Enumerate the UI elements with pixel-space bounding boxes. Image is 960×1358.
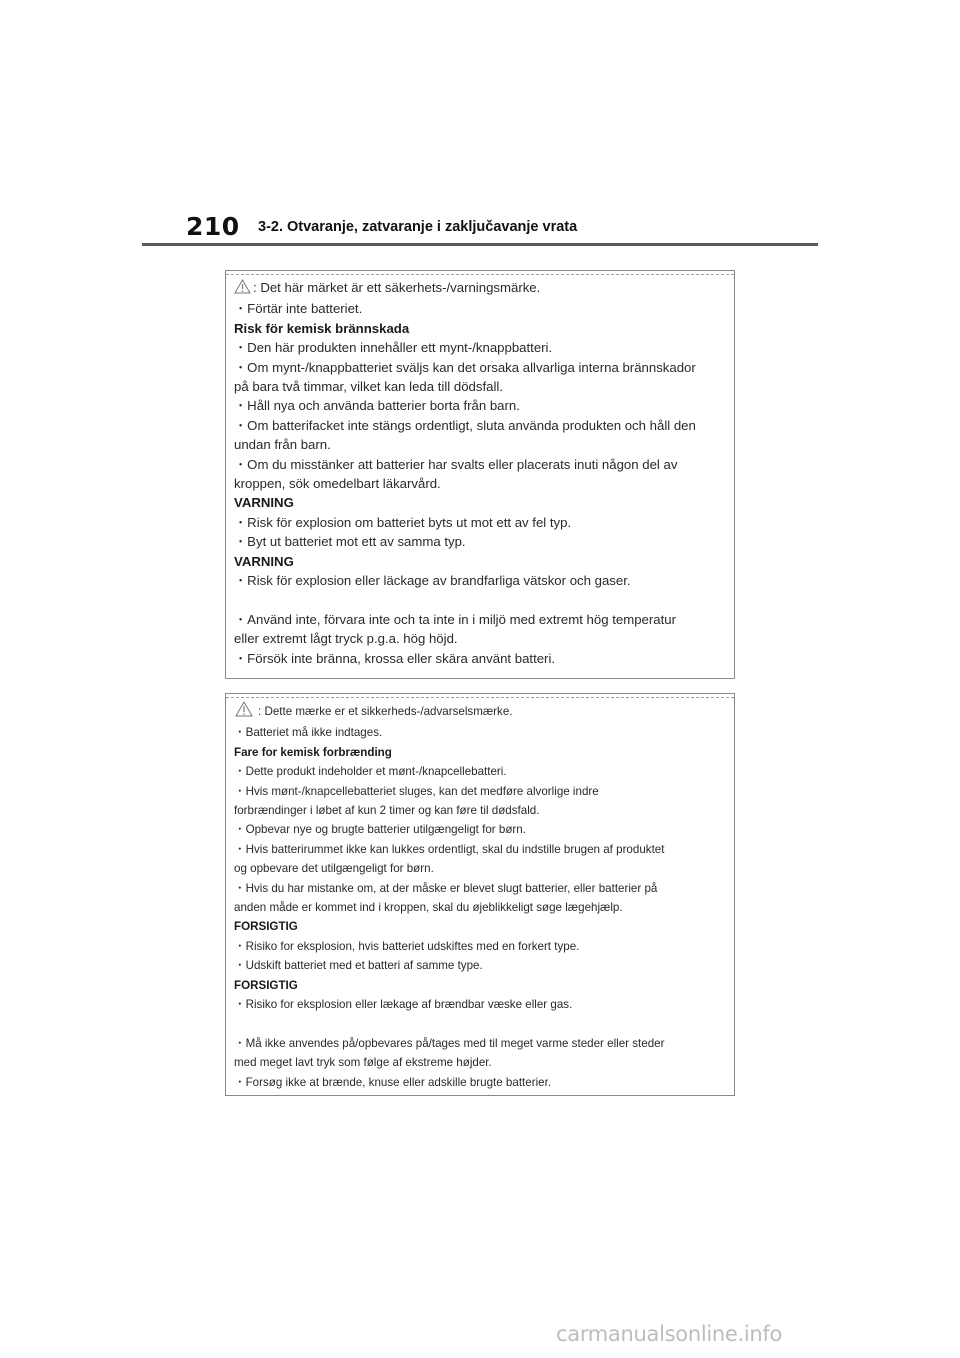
section-heading: VARNING <box>234 495 294 511</box>
text-line: ・Om du misstänker att batterier har svalts eller placerats inuti någon del av <box>234 456 678 472</box>
text-line: eller extremt lågt tryck p.g.a. hög höjd. <box>234 631 458 647</box>
section-title: 3-2. Otvaranje, zatvaranje i zaključavanje vrata <box>258 219 578 235</box>
warning-triangle-icon <box>234 279 251 299</box>
warning-intro-text: : Det här märket är ett säkerhets-/varningsmärke. <box>253 280 541 295</box>
text-line: og opbevare det utilgængeligt for børn. <box>234 862 434 876</box>
text-line: ・Risiko for eksplosion eller lækage af brændbar væske eller gas. <box>234 998 573 1012</box>
text-line: ・Håll nya och använda batterier borta från barn. <box>234 398 520 414</box>
text-line: ・Risiko for eksplosion, hvis batteriet udskiftes med en forkert type. <box>234 939 580 953</box>
page-number: 210 <box>186 212 240 241</box>
warning-intro <box>234 278 734 299</box>
warning-intro-text: : Dette mærke er et sikkerheds-/advarselsmærke. <box>258 705 513 718</box>
text-line: ・Risk för explosion om batteriet byts ut mot ett av fel typ. <box>234 514 572 530</box>
text-line: ・Om batterifacket inte stängs ordentligt, sluta använda produkten och håll den <box>234 417 696 433</box>
text-line: med meget lavt tryk som følge af ekstreme højder. <box>234 1056 492 1070</box>
section-heading: VARNING <box>234 553 294 569</box>
section-heading: FORSIGTIG <box>234 920 298 934</box>
text-line: undan från barn. <box>234 437 331 453</box>
spacer <box>234 591 734 610</box>
text-line: ・Försök inte bränna, krossa eller skära använt batteri. <box>234 650 556 666</box>
text-line: ・Den här produkten innehåller ett mynt-/knappbatteri. <box>234 340 553 356</box>
text-line: på bara två timmar, vilket kan leda till dödsfall. <box>234 379 504 395</box>
warning-box-swedish <box>225 270 735 679</box>
page-header <box>0 0 960 250</box>
section-heading: Risk för kemisk brännskada <box>234 320 410 336</box>
text-line: forbrændinger i løbet af kun 2 timer og kan føre til dødsfald. <box>234 804 540 818</box>
text-line: ・Om mynt-/knappbatteriet sväljs kan det orsaka allvarliga interna brännskador <box>234 359 696 375</box>
header-rule <box>142 243 818 246</box>
warning-box-danish <box>225 693 735 1096</box>
text-line: ・Hvis du har mistanke om, at der måske er blevet slugt batterier, eller batterier på <box>234 881 658 895</box>
text-line: ・Forsøg ikke at brænde, knuse eller adskille brugte batterier. <box>234 1075 552 1089</box>
warning-triangle-icon <box>234 701 256 723</box>
text-line: ・Batteriet må ikke indtages. <box>234 726 383 740</box>
warning-lines <box>234 299 734 668</box>
warning-intro <box>234 701 734 723</box>
text-line: anden måde er kommet ind i kroppen, skal du øjeblikkeligt søge lægehjælp. <box>234 901 623 915</box>
text-line: ・Hvis batterirummet ikke kan lukkes ordentligt, skal du indstille brugen af produktet <box>234 842 665 856</box>
text-line: ・Förtär inte batteriet. <box>234 301 363 317</box>
text-line: ・Udskift batteriet med et batteri af samme type. <box>234 959 483 973</box>
watermark: carmanualsonline.info <box>556 1322 783 1346</box>
text-line: ・Använd inte, förvara inte och ta inte in i miljö med extremt hög temperatur <box>234 611 676 627</box>
text-line: ・Hvis mønt-/knapcellebatteriet sluges, kan det medføre alvorlige indre <box>234 784 599 798</box>
text-line: ・Dette produkt indeholder et mønt-/knapcellebatteri. <box>234 765 507 779</box>
text-line: ・Risk för explosion eller läckage av brandfarliga vätskor och gaser. <box>234 573 631 589</box>
text-line: ・Byt ut batteriet mot ett av samma typ. <box>234 534 466 550</box>
section-heading: Fare for kemisk forbrænding <box>234 745 392 759</box>
text-line: ・Opbevar nye og brugte batterier utilgængeligt for børn. <box>234 823 526 837</box>
section-heading: FORSIGTIG <box>234 978 298 992</box>
warning-lines <box>234 723 734 1092</box>
text-line: ・Må ikke anvendes på/opbevares på/tages med til meget varme steder eller steder <box>234 1036 665 1050</box>
text-line: kroppen, sök omedelbart läkarvård. <box>234 476 441 492</box>
spacer <box>234 1015 734 1034</box>
